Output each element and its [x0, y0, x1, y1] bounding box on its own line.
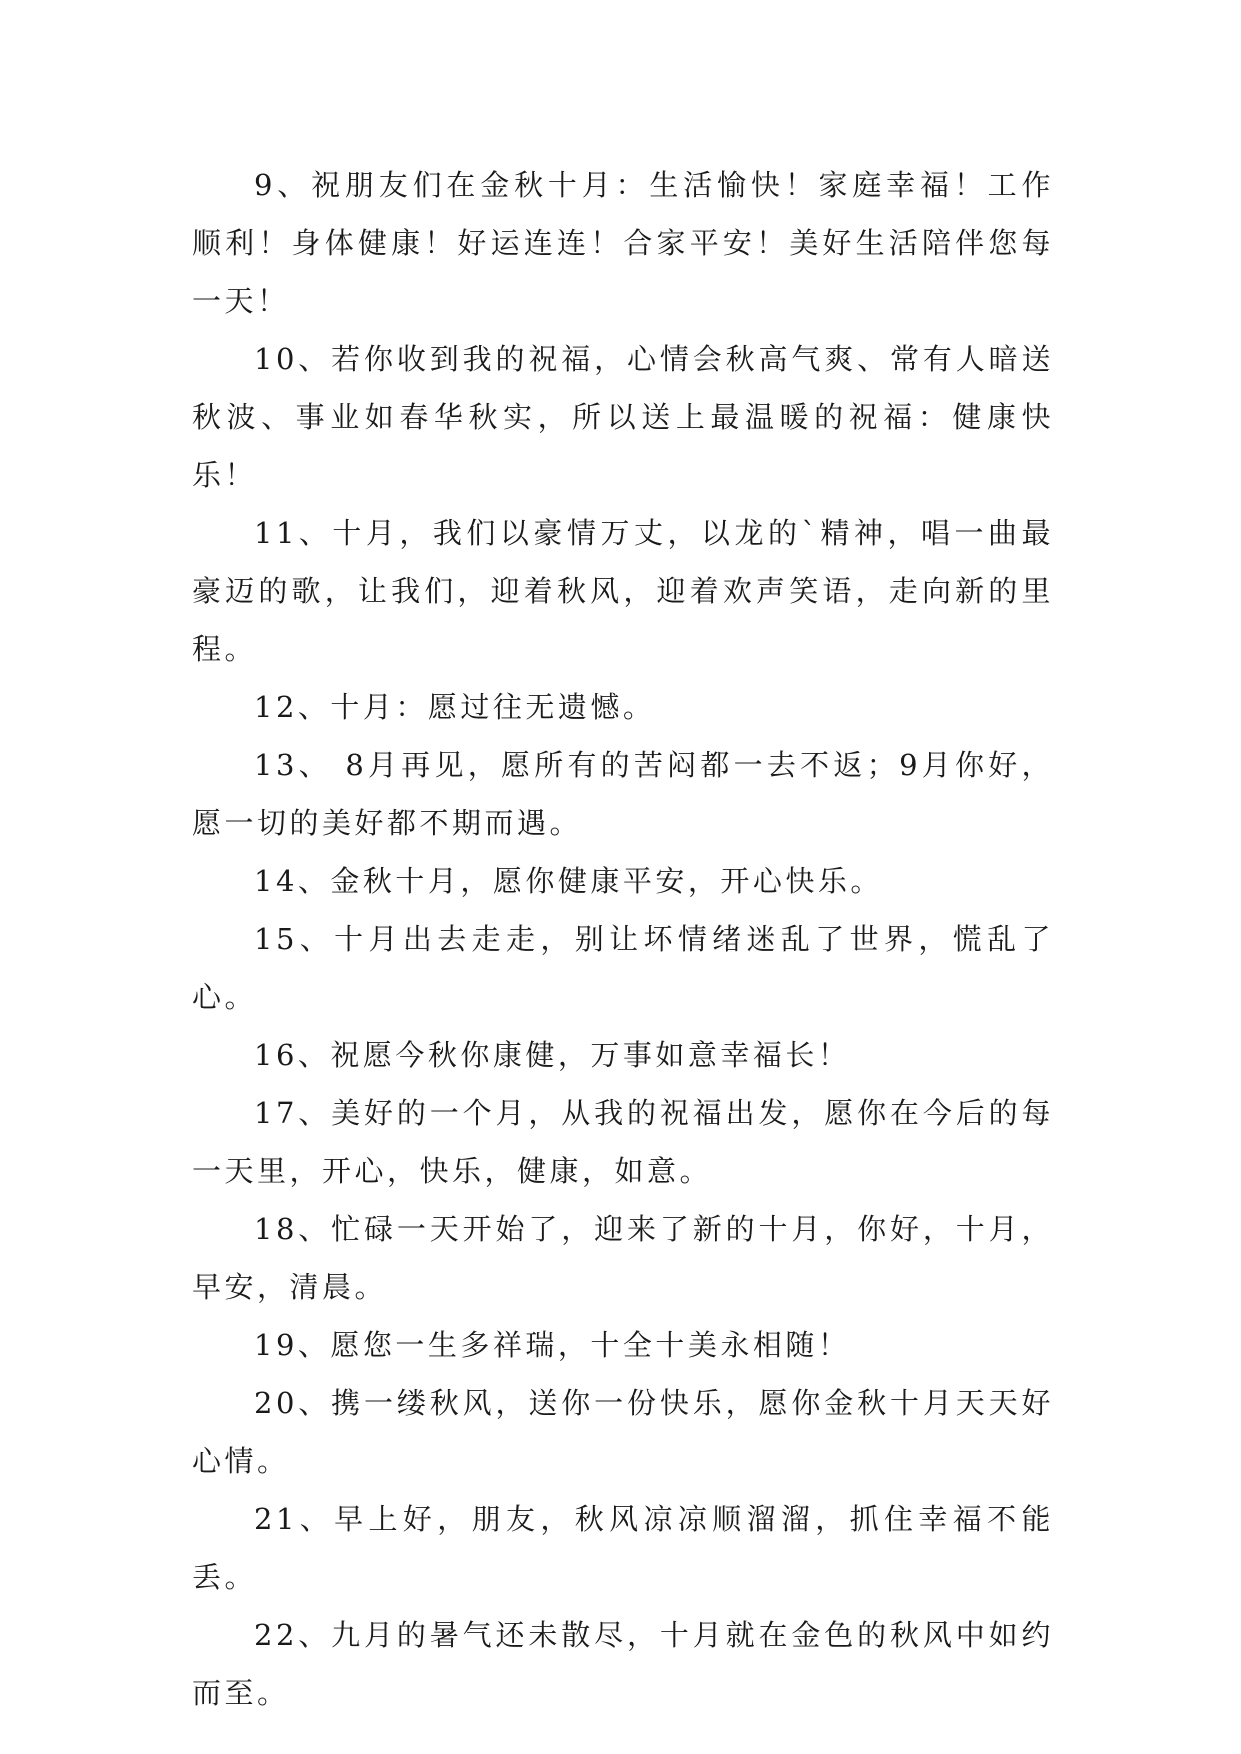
- paragraph-19: 19、愿您一生多祥瑞，十全十美永相随！: [254, 1328, 851, 1362]
- paragraph-10: 10、若你收到我的祝福，心情会秋高气爽、常有人暗送秋波、事业如春华秋实，所以送上最温暖的祝福：健康快乐！: [192, 342, 1054, 492]
- paragraph-21: 21、早上好，朋友，秋风凉凉顺溜溜，抓住幸福不能丢。: [192, 1502, 1054, 1594]
- paragraph-20: 20、携一缕秋风，送你一份快乐，愿你金秋十月天天好心情。: [192, 1386, 1054, 1478]
- paragraph-18: 18、忙碌一天开始了，迎来了新的十月，你好，十月，早安，清晨。: [192, 1212, 1054, 1304]
- paragraph-15: 15、十月出去走走，别让坏情绪迷乱了世界，慌乱了心。: [192, 922, 1054, 1014]
- paragraph-14: 14、金秋十月，愿你健康平安，开心快乐。: [254, 864, 883, 898]
- paragraph-13: 13、 8月再见，愿所有的苦闷都一去不返；9月你好，愿一切的美好都不期而遇。: [192, 748, 1054, 840]
- paragraph-12: 12、十月：愿过往无遗憾。: [254, 690, 656, 724]
- document-body: [192, 156, 1054, 1722]
- paragraph-11: 11、十月，我们以豪情万丈，以龙的`精神，唱一曲最豪迈的歌，让我们，迎着秋风，迎着欢声笑语，走向新的里程。: [192, 516, 1054, 666]
- paragraph-9: 9、祝朋友们在金秋十月：生活愉快！家庭幸福！工作顺利！身体健康！好运连连！合家平安！美好生活陪伴您每一天！: [192, 168, 1054, 318]
- paragraph-22: 22、九月的暑气还未散尽，十月就在金色的秋风中如约而至。: [192, 1618, 1054, 1710]
- paragraph-17: 17、美好的一个月，从我的祝福出发，愿你在今后的每一天里，开心，快乐，健康，如意。: [192, 1096, 1054, 1188]
- paragraph-16: 16、祝愿今秋你康健，万事如意幸福长！: [254, 1038, 851, 1072]
